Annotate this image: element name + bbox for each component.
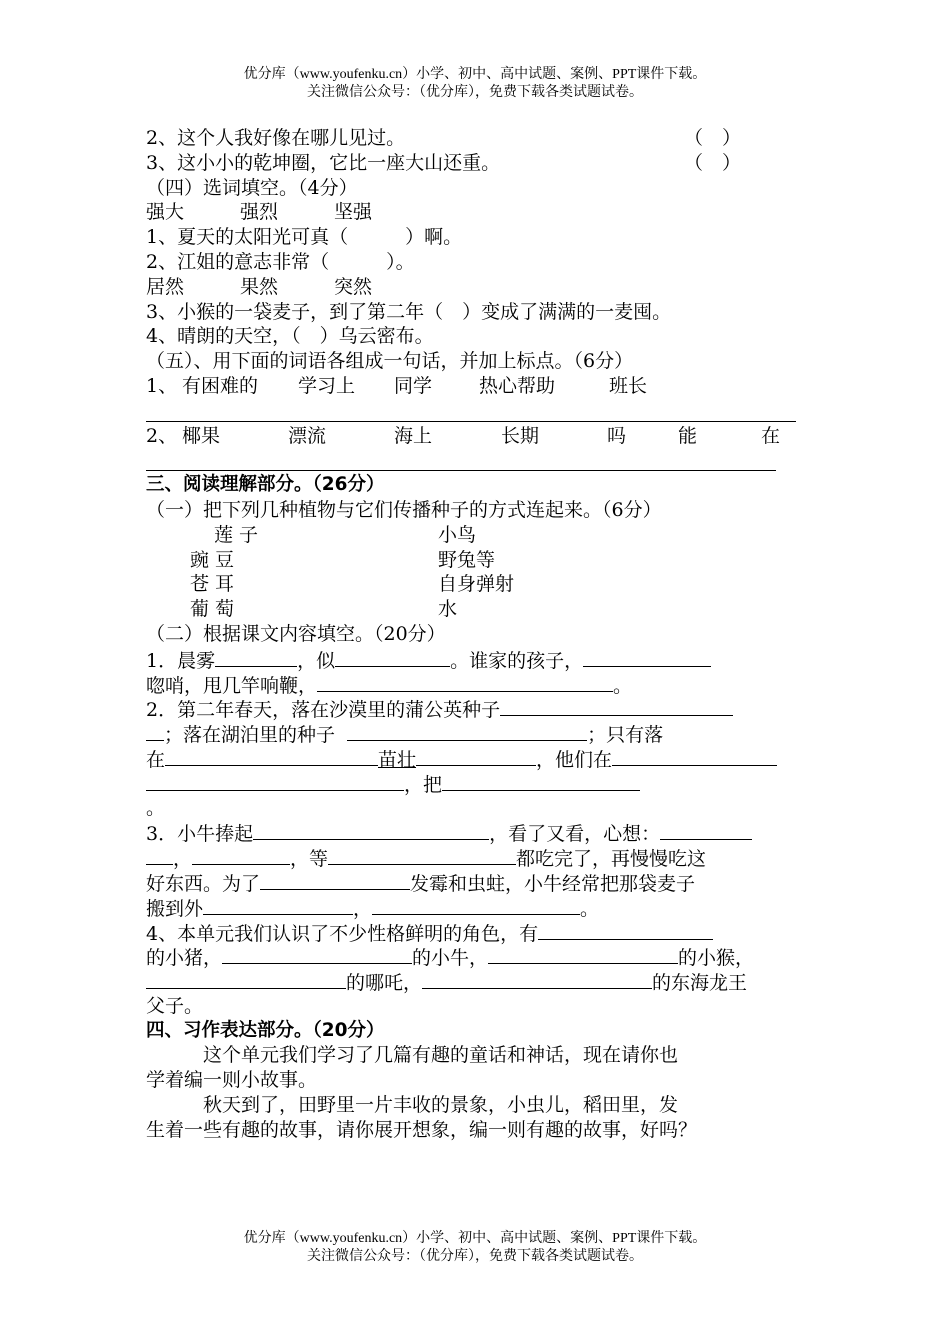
word-item: 班长	[609, 374, 648, 397]
fill-2-line-2: ；落在湖泊里的种子 ；只有落	[146, 721, 836, 746]
fill-2-line-1: 2．第二年春天，落在沙漠里的蒲公英种子	[146, 696, 836, 721]
word-option: 坚强	[334, 201, 373, 224]
blank	[317, 672, 613, 692]
word-item: 有困难的	[182, 374, 259, 397]
matching-instructions: （一）把下列几种植物与它们传播种子的方式连起来。（6分）	[146, 498, 662, 521]
fill-4-line-1: 4、本单元我们认识了不少性格鲜明的角色，有	[146, 920, 836, 945]
blank	[442, 771, 640, 791]
blank	[253, 820, 489, 840]
fill-1-line-2: 唿哨，甩几竿响鞭， 。	[146, 672, 836, 697]
word-option: 强烈	[240, 201, 279, 224]
word-option: 居然	[146, 275, 185, 298]
word-item: 漂流	[288, 424, 327, 447]
matching-row-1	[146, 523, 836, 548]
fill-2-line-5: 。	[146, 796, 166, 819]
word-item: 学习上	[298, 374, 356, 397]
word-item: 同学	[394, 374, 433, 397]
section4-title: 四、习作表达部分。（20分）	[146, 1019, 385, 1041]
word-item: 能	[678, 424, 698, 447]
word-list-2: 2、 椰果 漂流 海上 长期 吗 能 在	[146, 424, 781, 447]
plant-name: 葡 萄	[190, 598, 235, 621]
header-line-2: 关注微信公众号：（优分库），免费下载各类试题试卷。	[307, 85, 643, 100]
matching-row-4	[146, 597, 836, 622]
fill-3-line-2: ， ，等 都吃完了，再慢慢吃这	[146, 845, 836, 870]
answer-rule	[146, 470, 776, 471]
footer-line-1: 优分库（www.youfenku.cn）小学、初中、高中试题、案例、PPT课件下载。	[243, 1231, 707, 1246]
blank	[328, 845, 516, 865]
fill-4-line-2: 的小猪， 的小牛， 的小猴，	[146, 944, 836, 969]
word-item: 吗	[607, 424, 627, 447]
answer-line-1	[146, 399, 836, 424]
answer-rule	[146, 421, 796, 422]
dispersal-method: 野兔等	[438, 548, 496, 571]
judge-item-2: 2、这个人我好像在哪儿见过。 （ ）	[146, 127, 742, 149]
fill-3-line-3: 好东西。为了 发霉和虫蛀，小牛经常把那袋麦子	[146, 870, 836, 895]
blank	[165, 746, 378, 766]
blank	[260, 870, 410, 890]
blank	[146, 721, 164, 741]
footer-line-2: 关注微信公众号：（优分库），免费下载各类试题试卷。	[307, 1249, 643, 1264]
blank-prefilled: 苗壮	[378, 748, 417, 771]
matching-row-2	[146, 548, 836, 573]
writing-prompt-line-2: 学着编一则小故事。	[146, 1069, 318, 1092]
header-line-1: 优分库（www.youfenku.cn）小学、初中、高中试题、案例、PPT课件下载。	[243, 67, 707, 82]
plant-name: 豌 豆	[190, 548, 235, 571]
word-option: 果然	[240, 275, 279, 298]
dispersal-method: 小鸟	[438, 523, 477, 546]
part5-title: （五）、用下面的词语各组成一句话，并加上标点。（6分）	[146, 350, 634, 373]
writing-prompt-line-4: 生着一些有趣的故事，请你展开想象，编一则有趣的故事，好吗？	[146, 1118, 698, 1141]
plant-name: 苍 耳	[190, 573, 235, 596]
word-option: 突然	[334, 275, 373, 298]
word-group-1	[146, 200, 836, 225]
judge-item-3: 3、这小小的乾坤圈，它比一座大山还重。 （ ）	[146, 151, 742, 174]
writing-prompt-line-3: 秋天到了，田野里一片丰收的景象，小虫儿，稻田里，发	[203, 1094, 679, 1117]
fill-sentence-3: 3、小猴的一袋麦子，到了第二年（ ）变成了满满的一麦囤。	[146, 300, 672, 323]
blank	[372, 895, 580, 915]
fill-1-line-1: 1．晨雾 ，似 。谁家的孩子，	[146, 647, 836, 672]
word-item: 椰果	[182, 424, 221, 447]
dispersal-method: 自身弹射	[438, 573, 515, 596]
section3-title: 三、阅读理解部分。（26分）	[146, 474, 385, 496]
blank	[335, 647, 450, 667]
blank	[583, 647, 711, 667]
fill-4-line-4: 父子。	[146, 994, 204, 1017]
fill-sentence-2: 2、江姐的意志非常（ ）。	[146, 250, 415, 273]
fill-4-line-3: 的哪吒， 的东海龙王	[146, 969, 836, 994]
word-group-2	[146, 275, 836, 300]
blank	[488, 944, 678, 964]
blank	[660, 820, 752, 840]
word-option: 强大	[146, 201, 185, 224]
fill-in-instructions: （二）根据课文内容填空。（20分）	[146, 622, 446, 645]
answer-line-2	[146, 448, 836, 473]
answer-parentheses: （ ）	[684, 151, 742, 174]
blank	[222, 944, 412, 964]
blank	[215, 647, 297, 667]
blank	[146, 771, 404, 791]
page-footer	[0, 1230, 950, 1266]
answer-parentheses: （ ）	[684, 127, 742, 149]
blank	[347, 721, 587, 741]
word-item: 在	[761, 424, 781, 447]
page-header	[0, 66, 950, 102]
blank	[538, 920, 713, 940]
word-item: 海上	[394, 424, 433, 447]
fill-3-line-4: 搬到外 ， 。	[146, 895, 836, 920]
worksheet-body	[146, 126, 836, 1143]
blank	[500, 696, 733, 716]
word-item: 长期	[501, 424, 540, 447]
fill-sentence-1: 1、夏天的太阳光可真（ ）啊。	[146, 226, 463, 249]
blank	[146, 845, 173, 865]
blank	[422, 969, 652, 989]
fill-sentence-4: 4、晴朗的天空，（ ）乌云密布。	[146, 325, 434, 348]
part4-title: （四）选词填空。（4分）	[146, 176, 358, 199]
fill-3-line-1: 3．小牛捧起 ，看了又看，心想：	[146, 820, 836, 845]
matching-row-3	[146, 572, 836, 597]
blank	[146, 969, 346, 989]
fill-2-line-4: ，把	[146, 771, 836, 796]
writing-prompt-line-1: 这个单元我们学习了几篇有趣的童话和神话，现在请你也	[203, 1044, 679, 1067]
plant-name: 莲 子	[214, 523, 259, 546]
blank	[416, 746, 536, 766]
dispersal-method: 水	[438, 598, 458, 621]
fill-2-line-3: 在 苗壮 ，他们在	[146, 746, 836, 771]
word-item: 热心帮助	[479, 374, 556, 397]
blank	[192, 845, 290, 865]
word-list-1: 1、 有困难的 学习上 同学 热心帮助 班长	[146, 374, 648, 397]
blank	[203, 895, 353, 915]
blank	[612, 746, 777, 766]
